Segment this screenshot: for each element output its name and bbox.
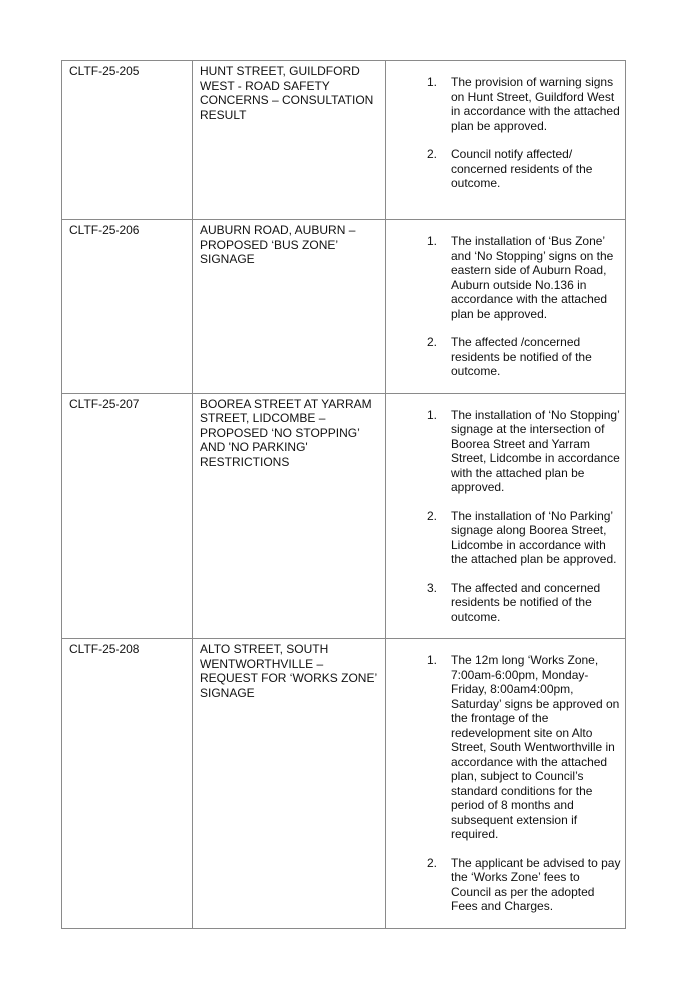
list-number: 2. bbox=[426, 147, 437, 161]
list-item bbox=[386, 408, 621, 495]
item-recommendations bbox=[386, 61, 626, 220]
list-item bbox=[386, 234, 621, 321]
list-text: The provision of warning signs on Hunt Street, Guildford West in accordance with the attached plan be approved. bbox=[451, 75, 620, 133]
item-subject: ALTO STREET, SOUTH WENTWORTHVILLE – REQUEST FOR ‘WORKS ZONE’ SIGNAGE bbox=[193, 639, 386, 929]
list-text: The affected and concerned residents be notified of the outcome. bbox=[451, 580, 601, 624]
list-item bbox=[386, 856, 621, 914]
list-number: 1. bbox=[426, 234, 437, 248]
list-number: 1. bbox=[426, 407, 437, 422]
list-number: 2. bbox=[426, 855, 437, 870]
list-item bbox=[386, 335, 621, 379]
recommendations-table bbox=[61, 60, 626, 929]
list-number: 2. bbox=[426, 335, 437, 349]
item-subject: HUNT STREET, GUILDFORD WEST - ROAD SAFETY CONCERNS – CONSULTATION RESULT bbox=[193, 61, 386, 220]
list-text: The applicant be advised to pay the ‘Works Zone’ fees to Council as per the adopted Fees and Charges. bbox=[451, 855, 621, 913]
list-item bbox=[386, 581, 621, 625]
list-number: 2. bbox=[426, 508, 437, 523]
list-item bbox=[386, 147, 621, 191]
list-text: The installation of ‘No Stopping’ signage at the intersection of Boorea Street and Yarram Street, Lidcombe in accordance with the attached plan be approved. bbox=[451, 407, 620, 494]
list-item bbox=[386, 653, 621, 842]
item-recommendations bbox=[386, 393, 626, 639]
list-number: 1. bbox=[426, 653, 437, 667]
item-recommendations bbox=[386, 639, 626, 929]
table-row bbox=[62, 61, 626, 220]
list-item bbox=[386, 75, 621, 133]
item-reference: CLTF-25-206 bbox=[62, 220, 193, 394]
item-recommendations bbox=[386, 220, 626, 394]
item-reference: CLTF-25-205 bbox=[62, 61, 193, 220]
list-text: The installation of ‘No Parking’ signage along Boorea Street, Lidcombe in accordance with the attached plan be approved. bbox=[451, 508, 617, 566]
list-number: 1. bbox=[426, 75, 437, 89]
list-text: The installation of ‘Bus Zone’ and ‘No Stopping’ signs on the eastern side of Auburn Road, Auburn outside No.136 in accordance with the attached plan be approved. bbox=[451, 234, 614, 321]
table-row bbox=[62, 393, 626, 639]
list-item bbox=[386, 509, 621, 567]
item-subject: BOOREA STREET AT YARRAM STREET, LIDCOMBE – PROPOSED ‘NO STOPPING’ AND 'NO PARKING' RESTRICTIONS bbox=[193, 393, 386, 639]
item-subject: AUBURN ROAD, AUBURN – PROPOSED ‘BUS ZONE’ SIGNAGE bbox=[193, 220, 386, 394]
item-reference: CLTF-25-207 bbox=[62, 393, 193, 639]
list-text: The affected /concerned residents be notified of the outcome. bbox=[451, 335, 592, 378]
list-text: Council notify affected/ concerned residents of the outcome. bbox=[451, 147, 593, 190]
table-row bbox=[62, 639, 626, 929]
list-text: The 12m long ‘Works Zone, 7:00am-6:00pm, Monday-Friday, 8:00am4:00pm, Saturday’ signs be approved on the frontage of the redevelopment site on Alto Street, South Wentworthville in accordance with the attached plan, subject to Council’s standard conditions for the period of 8 months and subsequent extension if required. bbox=[451, 653, 620, 841]
list-number: 3. bbox=[426, 580, 437, 595]
table-row bbox=[62, 220, 626, 394]
item-reference: CLTF-25-208 bbox=[62, 639, 193, 929]
